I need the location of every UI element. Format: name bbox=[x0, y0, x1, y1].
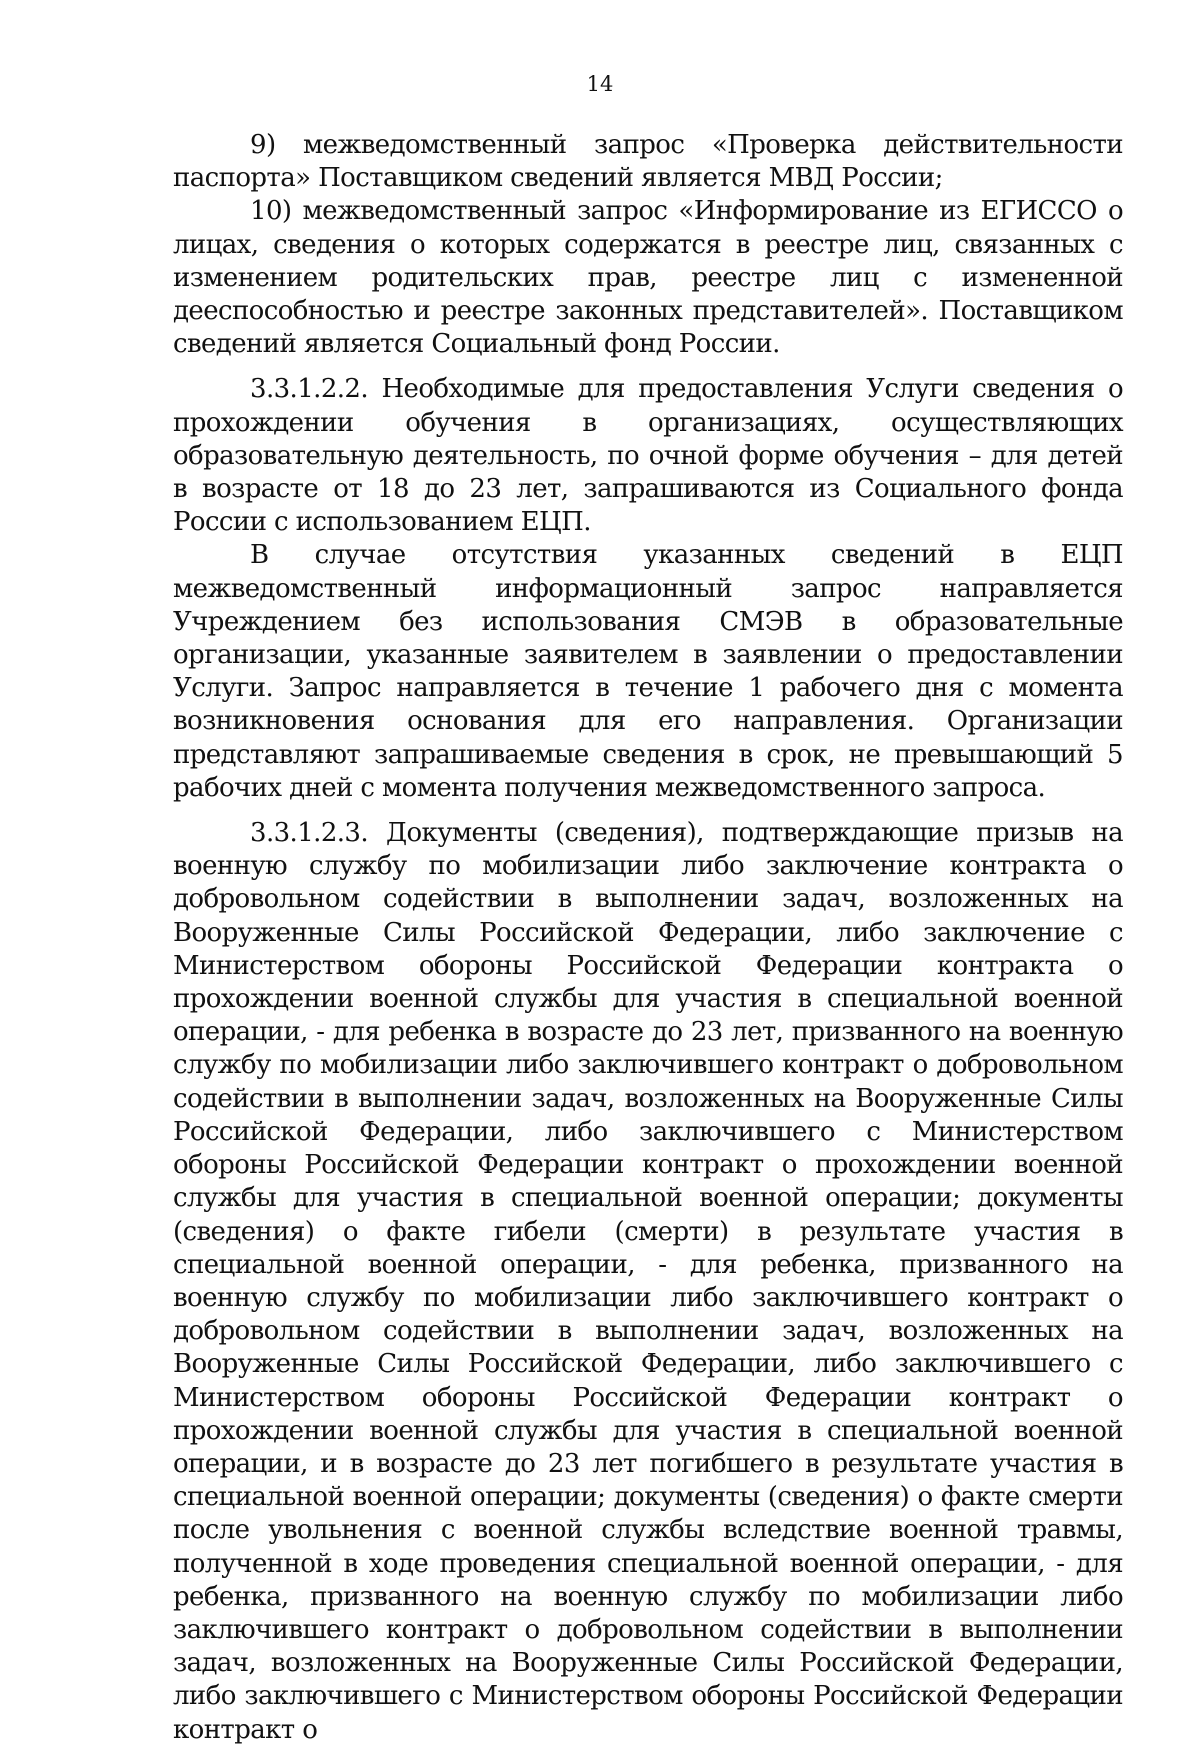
page-number: 14 bbox=[586, 72, 614, 96]
document-body bbox=[173, 129, 1123, 1747]
paragraph-item-9: 9) межведомственный запрос «Проверка действительности паспорта» Поставщиком сведений является МВД России; bbox=[173, 130, 1123, 194]
paragraph-item-10: 10) межведомственный запрос «Информирование из ЕГИССО о лицах, сведения о которых содержатся в реестре лиц, связанных с изменением родительских прав, реестре лиц с измененной дееспособностью и реестре законных представителей». Поставщиком сведений является Социальный фонд России. bbox=[173, 196, 1123, 360]
paragraph-missing-info-request: В случае отсутствия указанных сведений в ЕЦП межведомственный информационный запрос направляется Учреждением без использования СМЭВ в образовательные организации, указанные заявителем в заявлении о предоставлении Услуги. Запрос направляется в течение 1 рабочего дня с момента возникновения основания для его направления. Организации представляют запрашиваемые сведения в срок, не превышающий 5 рабочих дней с момента получения межведомственного запроса. bbox=[173, 540, 1123, 803]
paragraph-3-3-1-2-2: 3.3.1.2.2. Необходимые для предоставления Услуги сведения о прохождении обучения в организациях, осуществляющих образовательную деятельность, по очной форме обучения – для детей в возрасте от 18 до 23 лет, запрашиваются из Социального фонда России с использованием ЕЦП. bbox=[173, 374, 1123, 538]
paragraph-3-3-1-2-3: 3.3.1.2.3. Документы (сведения), подтверждающие призыв на военную службу по мобилизации либо заключение контракта о добровольном содействии в выполнении задач, возложенных на Вооруженные Силы Российской Федерации, либо заключение с Министерством обороны Российской Федерации контракта о прохождении военной службы для участия в специальной военной операции, - для ребенка в возрасте до 23 лет, призванного на военную службу по мобилизации либо заключившего контракт о добровольном содействии в выполнении задач, возложенных на Вооруженные Силы Российской Федерации, либо заключившего с Министерством обороны Российской Федерации контракт о прохождении военной службы для участия в специальной военной операции; документы (сведения) о факте гибели (смерти) в результате участия в специальной военной операции, - для ребенка, призванного на военную службу по мобилизации либо заключившего контракт о добровольном содействии в выполнении задач, возложенных на Вооруженные Силы Российской Федерации, либо заключившего с Министерством обороны Российской Федерации контракт о прохождении военной службы для участия в специальной военной операции, и в возрасте до 23 лет погибшего в результате участия в специальной военной операции; документы (сведения) о факте смерти после увольнения с военной службы вследствие военной травмы, полученной в ходе проведения специальной военной операции, - для ребенка, призванного на военную службу по мобилизации либо заключившего контракт о добровольном содействии в выполнении задач, возложенных на Вооруженные Силы Российской Федерации, либо заключившего с Министерством обороны Российской Федерации контракт о bbox=[173, 818, 1123, 1745]
